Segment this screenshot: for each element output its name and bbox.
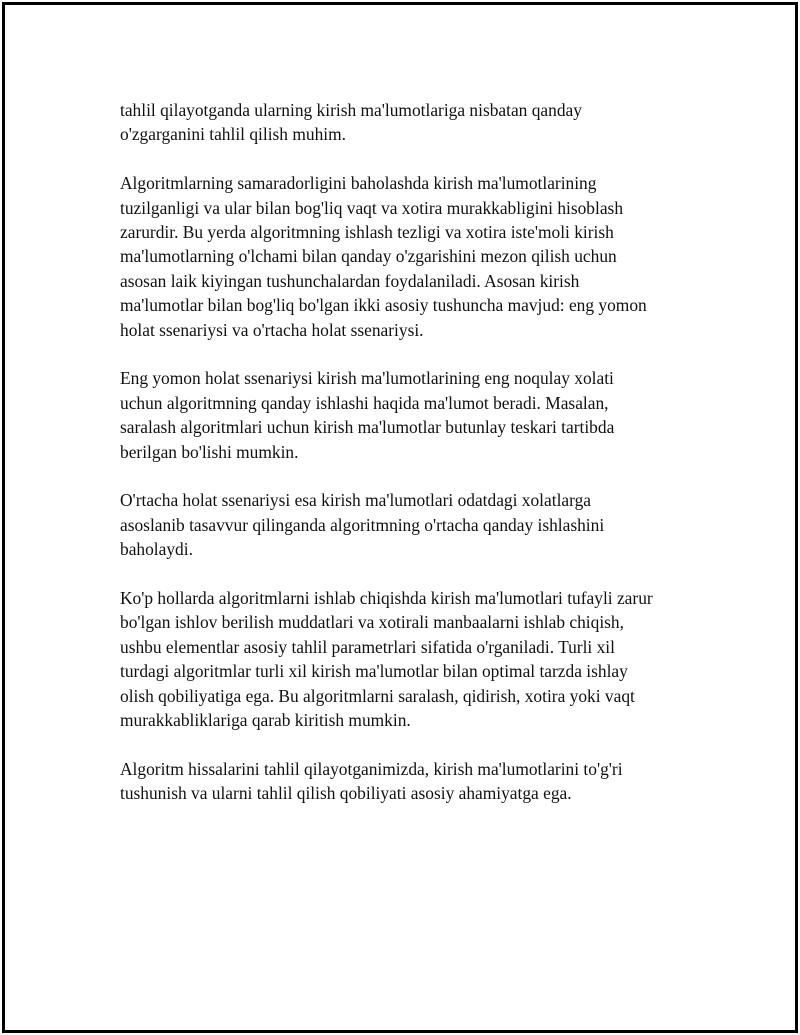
text-line: Algoritmlarning samaradorligini baholashda kirish ma'lumotlarining (120, 173, 597, 194)
text-line: asoslanib tasavvur qilinganda algoritmning o'rtacha qanday ishlashini (120, 514, 605, 535)
page-frame (2, 2, 798, 1033)
paragraph (120, 488, 710, 561)
text-line: tushunish va ularni tahlil qilish qobiliyati asosiy ahamiyatga ega. (120, 783, 572, 804)
text-line: asosan laik kiyingan tushunchalardan foydalaniladi. Asosan kirish (120, 270, 580, 291)
text-line: ma'lumotlarning o'lchami bilan qanday o'zgarishini mezon qilish uchun (120, 246, 617, 267)
text-line: holat ssenariysi va o'rtacha holat ssenariysi. (120, 319, 424, 340)
text-line: berilgan bo'lishi mumkin. (120, 441, 299, 462)
text-line: ma'lumotlar bilan bog'liq bo'lgan ikki asosiy tushuncha mavjud: eng yomon (120, 295, 647, 316)
text-line: uchun algoritmning qanday ishlashi haqida ma'lumot beradi. Masalan, (120, 392, 609, 413)
text-line: saralash algoritmlari uchun kirish ma'lumotlar butunlay teskari tartibda (120, 417, 615, 438)
text-line: turdagi algoritmlar turli xil kirish ma'lumotlar bilan optimal tarzda ishlay (120, 661, 628, 682)
text-line: murakkabliklariga qarab kiritish mumkin. (120, 710, 411, 731)
text-line: tuzilganligi va ular bilan bog'liq vaqt va xotira murakkabligini hisoblash (120, 197, 624, 218)
text-line: zarurdir. Bu yerda algoritmning ishlash tezligi va xotira iste'moli kirish (120, 222, 614, 243)
text-line: Eng yomon holat ssenariysi kirish ma'lumotlarining eng noqulay xolati (120, 368, 614, 389)
paragraph (120, 366, 710, 464)
paragraph (120, 757, 710, 806)
text-line: bo'lgan ishlov berilish muddatlari va xotirali manbaalarni ishlab chiqish, (120, 612, 624, 633)
text-line: tahlil qilayotganda ularning kirish ma'lumotlariga nisbatan qanday (120, 100, 582, 120)
text-line: Ko'p hollarda algoritmlarni ishlab chiqishda kirish ma'lumotlari tufayli zarur (120, 588, 653, 609)
document-body (120, 98, 710, 830)
paragraph (120, 171, 710, 342)
text-line: Algoritm hissalarini tahlil qilayotganimizda, kirish ma'lumotlarini to'g'ri (120, 758, 623, 779)
text-line: o'zgarganini tahlil qilish muhim. (120, 124, 346, 145)
text-line: baholaydi. (120, 539, 193, 560)
text-line: olish qobiliyatiga ega. Bu algoritmlarni saralash, qidirish, xotira yoki vaqt (120, 685, 635, 706)
text-line: O'rtacha holat ssenariysi esa kirish ma'lumotlari odatdagi xolatlarga (120, 490, 592, 511)
text-line: ushbu elementlar asosiy tahlil parametrlari sifatida o'rganiladi. Turli xil (120, 636, 615, 657)
paragraph (120, 586, 710, 732)
paragraph (120, 98, 710, 147)
